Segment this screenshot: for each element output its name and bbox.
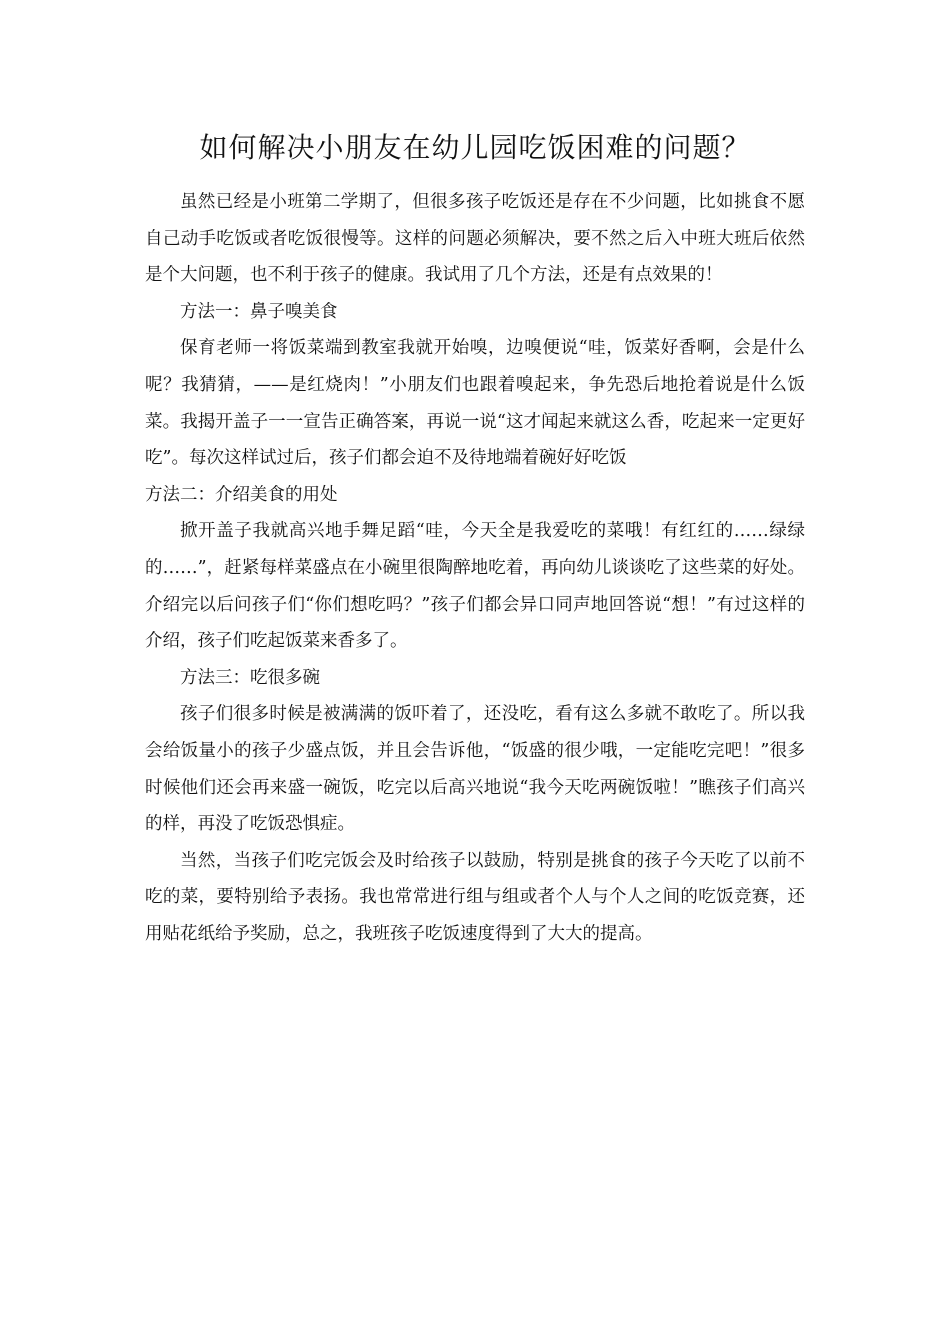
method-three-heading: 方法三：吃很多碗 (180, 667, 320, 688)
conclusion-paragraph: 当然，当孩子们吃完饭会及时给孩子以鼓励，特别是挑食的孩子今天吃了以前不吃的菜，要特别给予表扬。我也常常进行组与组或者个人与个人之间的吃饭竞赛，还用贴花纸给予奖励，总之，我班孩子吃饭速度得到了大大的提高。 (145, 850, 805, 944)
intro-paragraph: 虽然已经是小班第二学期了，但很多孩子吃饭还是存在不少问题，比如挑食不愿自己动手吃饭或者吃饭很慢等。这样的问题必须解决，要不然之后入中班大班后依然是个大问题，也不利于孩子的健康。我试用了几个方法，还是有点效果的！ (145, 192, 805, 286)
document-title: 如何解决小朋友在幼儿园吃饭困难的问题？ (199, 131, 751, 164)
method-one-heading: 方法一：鼻子嗅美食 (180, 301, 338, 322)
method-two-paragraph: 掀开盖子我就高兴地手舞足蹈“哇，今天全是我爱吃的菜哦！有红红的……绿绿的……”，赶紧每样菜盛点在小碗里很陶醉地吃着，再向幼儿谈谈吃了这些菜的好处。介绍完以后问孩子们“你们想吃吗？”孩子们都会异口同声地回答说“想！”有过这样的介绍，孩子们吃起饭菜来香多了。 (145, 521, 805, 652)
method-one-paragraph: 保育老师一将饭菜端到教室我就开始嗅，边嗅便说“哇，饭菜好香啊，会是什么呢？我猜猜，——是红烧肉！”小朋友们也跟着嗅起来，争先恐后地抢着说是什么饭菜。我揭开盖子一一宣告正确答案，再说一说“这才闻起来就这么香，吃起来一定更好吃”。每次这样试过后，孩子们都会迫不及待地端着碗好好吃饭 (145, 338, 805, 469)
method-two-heading: 方法二：介绍美食的用处 (145, 484, 338, 505)
method-three-paragraph: 孩子们很多时候是被满满的饭吓着了，还没吃，看有这么多就不敢吃了。所以我会给饭量小的孩子少盛点饭，并且会告诉他，“饭盛的很少哦，一定能吃完吧！”很多时候他们还会再来盛一碗饭，吃完以后高兴地说“我今天吃两碗饭啦！”瞧孩子们高兴的样，再没了吃饭恐惧症。 (145, 704, 805, 835)
document-body (145, 184, 805, 952)
